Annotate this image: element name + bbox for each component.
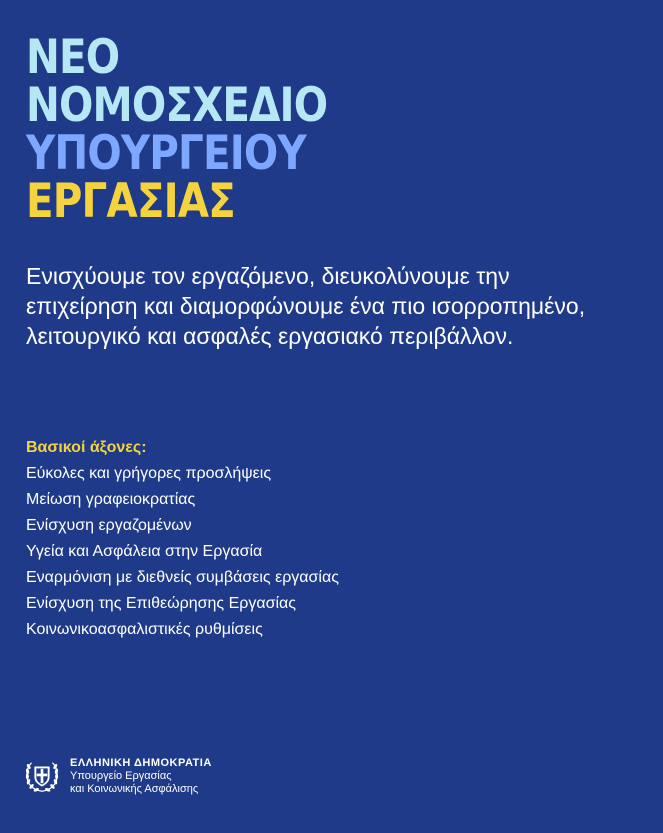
key-axes-section <box>26 436 339 643</box>
ministry-name-line-2: και Κοινωνικής Ασφάλισης <box>70 783 199 795</box>
list-item: Μείωση γραφειοκρατίας <box>26 491 196 508</box>
org-name: ΕΛΛΗΝΙΚΗ ΔΗΜΟΚΡΑΤΙΑ <box>70 757 212 769</box>
title-line-4: ΕΡΓΑΣΙΑΣ <box>26 174 235 229</box>
list-item: Εύκολες και γρήγορες προσλήψεις <box>26 465 272 482</box>
list-item: Κοινωνικοασφαλιστικές ρυθμίσεις <box>26 621 263 638</box>
intro-paragraph: Ενισχύουμε τον εργαζόμενο, διευκολύνουμε την επιχείρηση και διαμορφώνουμε ένα πιο ισορροπημένο, λειτουργικό και ασφαλές εργασιακό περιβάλλον. <box>26 263 586 349</box>
key-axes-heading: Βασικοί άξονες: <box>26 439 147 456</box>
list-item: Εναρμόνιση με διεθνείς συμβάσεις εργασίας <box>26 569 339 586</box>
footer-logo <box>23 756 212 796</box>
list-item: Υγεία και Ασφάλεια στην Εργασία <box>26 543 263 560</box>
main-title <box>26 30 328 229</box>
key-axes-list <box>26 461 339 643</box>
list-item: Ενίσχυση της Επιθεώρησης Εργασίας <box>26 595 296 612</box>
list-item: Ενίσχυση εργαζομένων <box>26 517 192 534</box>
greek-coat-of-arms-icon <box>23 757 61 795</box>
title-line-1: ΝΕΟ <box>26 30 120 85</box>
title-line-2: ΝΟΜΟΣΧΕΔΙΟ <box>26 78 328 133</box>
title-line-3: ΥΠΟΥΡΓΕΙΟΥ <box>26 126 306 181</box>
ministry-name-line-1: Υπουργείο Εργασίας <box>70 770 172 782</box>
